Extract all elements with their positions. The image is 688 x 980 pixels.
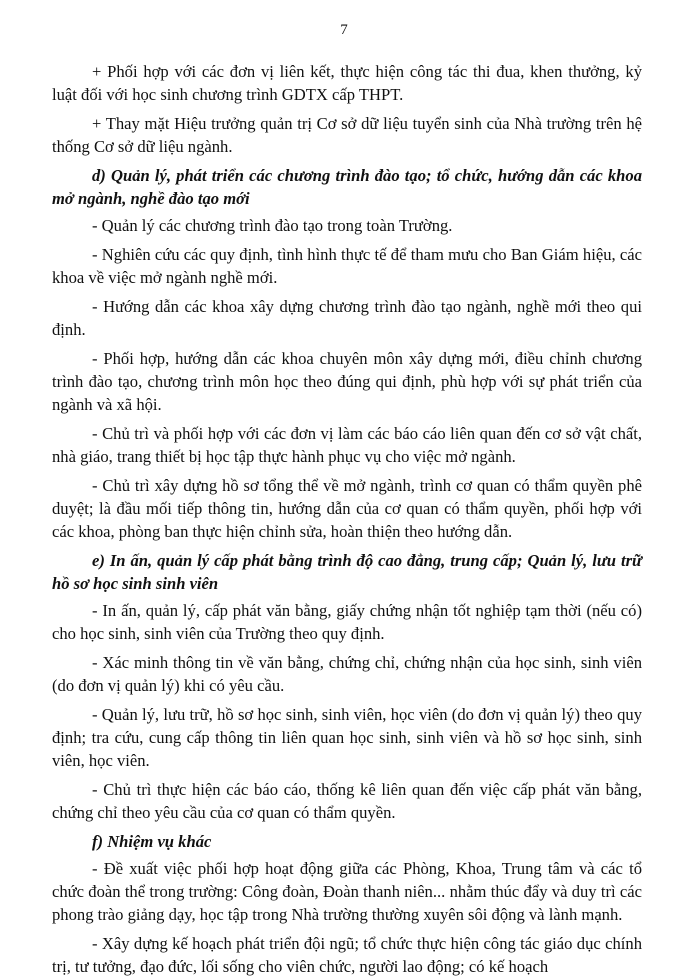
paragraph: - Chủ trì thực hiện các báo cáo, thống kê liên quan đến việc cấp phát văn bằng, chứng chỉ theo yêu cầu của cơ quan có thẩm quyền. — [52, 780, 642, 822]
paragraph: - In ấn, quản lý, cấp phát văn bằng, giấy chứng nhận tốt nghiệp tạm thời (nếu có) cho học sinh, sinh viên của Trường theo quy định. — [52, 601, 642, 643]
section-heading-d: d) Quản lý, phát triển các chương trình đào tạo; tổ chức, hướng dẫn các khoa mở ngành, nghề đào tạo mới — [52, 166, 642, 208]
paragraph: - Xác minh thông tin về văn bằng, chứng chỉ, chứng nhận của học sinh, sinh viên (do đơn vị quản lý) khi có yêu cầu. — [52, 653, 642, 695]
paragraph: - Phối hợp, hướng dẫn các khoa chuyên môn xây dựng mới, điều chỉnh chương trình đào tạo, chương trình môn học theo đúng qui định, phù hợp với sự phát triển của ngành và xã hội. — [52, 349, 642, 414]
paragraph: + Phối hợp với các đơn vị liên kết, thực hiện công tác thi đua, khen thưởng, kỷ luật đối với học sinh chương trình GDTX cấp THPT. — [52, 62, 642, 104]
section-heading-e: e) In ấn, quản lý cấp phát bằng trình độ cao đẳng, trung cấp; Quản lý, lưu trữ hồ sơ học sinh sinh viên — [52, 551, 642, 593]
paragraph: - Chủ trì xây dựng hồ sơ tổng thể về mở ngành, trình cơ quan có thẩm quyền phê duyệt; là đầu mối tiếp thông tin, hướng dẫn của cơ quan có thẩm quyền, phối hợp với các khoa, phòng ban thực hiện chỉnh sửa, hoàn thiện theo hướng dẫn. — [52, 476, 642, 541]
paragraph: - Quản lý, lưu trữ, hồ sơ học sinh, sinh viên, học viên (do đơn vị quản lý) theo quy định; tra cứu, cung cấp thông tin liên quan học sinh, sinh viên và hồ sơ học sinh, sinh viên, học viên. — [52, 705, 642, 770]
paragraph: - Chủ trì và phối hợp với các đơn vị làm các báo cáo liên quan đến cơ sở vật chất, nhà giáo, trang thiết bị học tập thực hành phục vụ cho việc mở ngành. — [52, 424, 642, 466]
paragraph: - Nghiên cứu các quy định, tình hình thực tế để tham mưu cho Ban Giám hiệu, các khoa về việc mở ngành nghề mới. — [52, 245, 642, 287]
paragraph: - Hướng dẫn các khoa xây dựng chương trình đào tạo ngành, nghề mới theo qui định. — [52, 297, 642, 339]
section-heading-f: f) Nhiệm vụ khác — [92, 832, 212, 851]
page-number: 7 — [340, 22, 348, 38]
paragraph: - Quản lý các chương trình đào tạo trong toàn Trường. — [92, 216, 453, 235]
paragraph: + Thay mặt Hiệu trưởng quản trị Cơ sở dữ liệu tuyển sinh của Nhà trường trên hệ thống Cơ sở dữ liệu ngành. — [52, 114, 642, 156]
paragraph: - Đề xuất việc phối hợp hoạt động giữa các Phòng, Khoa, Trung tâm và các tổ chức đoàn thể trong trường: Công đoàn, Đoàn thanh niên... nhằm thúc đẩy và duy trì các phong trào giảng dạy, học tập trong Nhà trường thường xuyên sôi động và lành mạnh. — [52, 859, 642, 924]
page-body — [52, 60, 642, 980]
paragraph: - Xây dựng kế hoạch phát triển đội ngũ; tổ chức thực hiện công tác giáo dục chính trị, tư tưởng, đạo đức, lối sống cho viên chức, người lao động; có kế hoạch — [52, 934, 642, 976]
